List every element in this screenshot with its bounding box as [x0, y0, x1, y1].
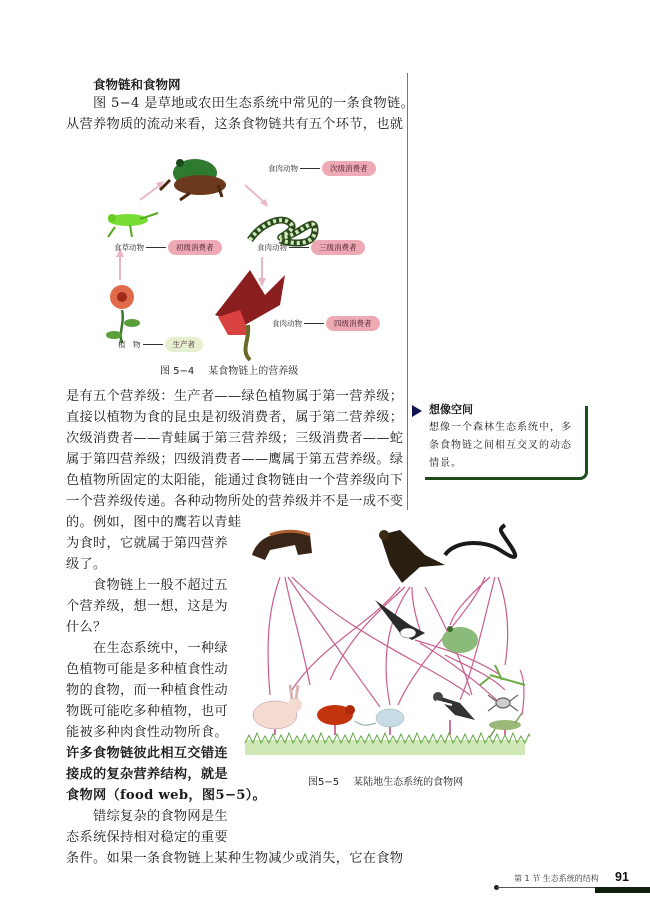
page-number: 91	[615, 870, 629, 884]
question-line: 食物链上一般不超过五	[93, 578, 228, 593]
mantis-icon	[480, 665, 525, 685]
paragraph-line: 为食时，它就属于第四营养	[66, 536, 228, 551]
paragraph-line: 条件。如果一条食物链上某种生物减少或消失，它在食物	[66, 851, 404, 866]
label-snake	[257, 240, 365, 255]
groundhog-icon	[317, 705, 355, 725]
definition-line: 接成的复杂营养结构，就是	[66, 767, 228, 782]
paragraph-line: 物既可能吃多种植物，也可	[66, 704, 228, 719]
grasshopper-icon	[108, 213, 158, 237]
paragraph-line: 次级消费者——青蛙属于第三营养级；三级消费者——蛇	[66, 431, 404, 446]
footer-bar	[595, 887, 650, 893]
label-flower	[118, 337, 203, 352]
eagle-icon	[379, 530, 445, 583]
spider-icon	[488, 695, 518, 711]
paragraph-line: 色植物所固定的太阳能，能通过食物链由一个营养级向下	[66, 473, 404, 488]
triangle-bullet-icon	[412, 405, 422, 417]
question-line: 个营养级，想一想，这是为	[66, 599, 228, 614]
figure-5-5	[240, 515, 530, 765]
sidebar-body	[429, 419, 572, 473]
definition-line: 食物网（food web，图5−5）。	[66, 788, 267, 803]
category-label: 植 物	[118, 340, 141, 349]
paragraph-line: 从营养物质的流动来看，这条食物链共有五个环节，也就	[66, 117, 404, 132]
paragraph-line: 能被多种肉食性动物所食。	[66, 725, 228, 740]
grass-icon	[245, 733, 530, 755]
hawk-icon	[215, 270, 285, 360]
rabbit-icon	[253, 685, 302, 729]
category-label: 食肉动物	[257, 243, 287, 252]
caption-number: 图 5−4	[160, 366, 195, 377]
role-badge: 三级消费者	[311, 240, 365, 255]
mouse-icon	[355, 709, 404, 727]
role-badge: 四级消费者	[326, 316, 380, 331]
paragraph-line: 一个营养级传递。各种动物所处的营养级并不是一成不变	[66, 494, 404, 509]
sparrow-icon	[433, 692, 475, 720]
sidebar-line: 情景。	[429, 458, 462, 469]
flower-icon	[106, 285, 140, 343]
caption-text: 某陆地生态系统的食物网	[353, 777, 464, 788]
paragraph-line: 色植物可能是多种植食性动	[66, 662, 228, 677]
snake-icon	[445, 525, 515, 557]
figure-5-4-caption	[160, 362, 298, 377]
footer-section-label: 第 1 节 生态系统的结构	[514, 874, 599, 883]
sidebar-title: 想像空间	[429, 403, 473, 416]
paragraph-line: 错综复杂的食物网是生	[93, 809, 228, 824]
definition-line: 许多食物链彼此相互交错连	[66, 746, 228, 761]
food-web-illustration	[240, 515, 530, 765]
paragraph-line: 属于第四营养级；四级消费者——鹰属于第五营养级。绿	[66, 452, 404, 467]
role-badge: 次级消费者	[322, 161, 376, 176]
sidebar-line: 条食物链之间相互交叉的动态	[429, 440, 572, 451]
column-divider	[407, 73, 408, 510]
paragraph-line: 态系统保持相对稳定的重要	[66, 830, 228, 845]
paragraph-line: 是有五个营养级：生产者——绿色植物属于第一营养级；	[66, 389, 404, 404]
label-grasshopper	[114, 240, 222, 255]
caption-number: 图5−5	[308, 777, 340, 788]
question-line: 什么？	[66, 620, 107, 635]
category-label: 食草动物	[114, 243, 144, 252]
figure-5-5-caption	[308, 773, 463, 788]
frog-icon	[160, 159, 226, 200]
paragraph-line: 级了。	[66, 557, 107, 572]
paragraph-line: 直接以植物为食的昆虫是初级消费者，属于第二营养级；	[66, 410, 404, 425]
role-badge: 生产者	[165, 337, 204, 352]
category-label: 食肉动物	[268, 164, 298, 173]
paragraph-line: 的。例如，图中的鹰若以青蛙	[66, 515, 242, 530]
imagination-sidebar	[410, 400, 590, 482]
frog-icon	[442, 626, 478, 653]
paragraph-line: 物的食物，而一种植食性动	[66, 683, 228, 698]
sidebar-line: 想像一个森林生态系统中，多	[429, 422, 572, 433]
section-heading: 食物链和食物网	[93, 77, 181, 92]
label-hawk	[272, 316, 380, 331]
paragraph-line: 图 5−4 是草地或农田生态系统中常见的一条食物链。	[93, 96, 414, 111]
figure-5-4	[100, 145, 400, 380]
marten-icon	[252, 531, 312, 560]
category-label: 食肉动物	[272, 319, 302, 328]
label-frog	[268, 161, 376, 176]
caption-text: 某食物链上的营养级	[208, 366, 299, 377]
paragraph-line: 在生态系统中，一种绿	[93, 641, 228, 656]
role-badge: 初级消费者	[168, 240, 222, 255]
